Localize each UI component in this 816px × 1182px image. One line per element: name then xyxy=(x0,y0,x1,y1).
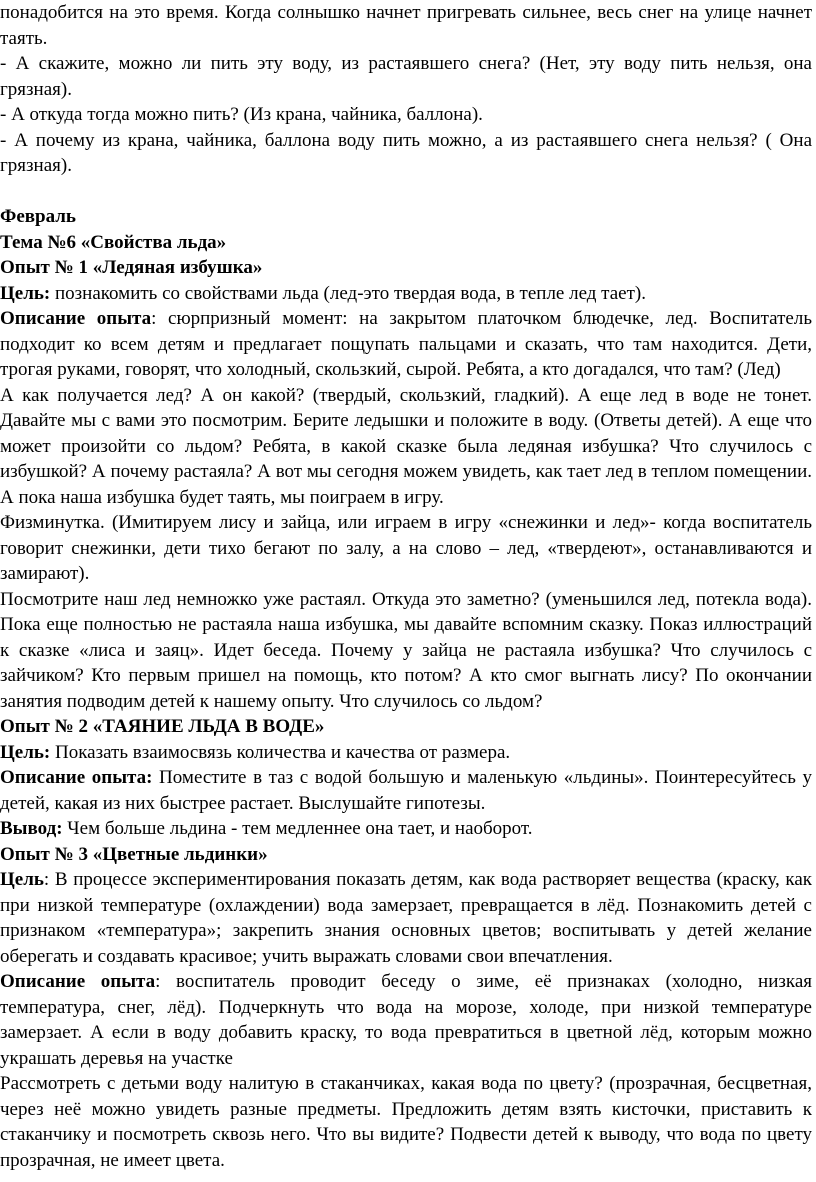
goal-label: Цель: xyxy=(0,282,51,304)
intro-paragraph-2: - А скажите, можно ли пить эту воду, из растаявшего снега? (Нет, эту воду пить нельзя, она грязная). xyxy=(0,53,812,100)
experiment-3-title: Опыт № 3 «Цветные льдинки» xyxy=(0,843,268,865)
goal-text: Показать взаимосвязь количества и качества от размера. xyxy=(50,741,511,763)
description-label: Описание опыта: xyxy=(0,767,153,788)
goal-label: Цель xyxy=(0,869,44,890)
description-label: Описание опыта xyxy=(0,308,152,329)
experiment-2-description xyxy=(0,765,812,816)
experiment-1-physical-break: Физминутка. (Имитируем лису и зайца, или играем в игру «снежинки и лед»- когда воспитатель говорит снежинки, дети тихо бегают по залу, а на слово – лед, «твердеют», останавливаются и замирают). xyxy=(0,512,812,584)
experiment-1-description xyxy=(0,306,812,383)
description-label: Описание опыта xyxy=(0,971,156,992)
experiment-2-title: Опыт № 2 «ТАЯНИЕ ЛЬДА В ВОДЕ» xyxy=(0,716,325,737)
conclusion-text: Чем больше льдина - тем медленнее она тает, и наоборот. xyxy=(62,818,533,839)
intro-paragraph-1: понадобится на это время. Когда солнышко начнет пригревать сильнее, весь снег на улице начнет таять. xyxy=(0,2,812,49)
month-heading: Февраль xyxy=(0,206,76,227)
goal-text: : В процессе экспериментирования показать детям, как вода растворяет вещества (краску, как при низкой температуре (охлаждении) вода замерзает, превращается в лёд. Познакомить детей с признаком «температура»; закрепить знания основных цветов; воспитывать у детей желание оберегать и создавать красивое; учить выражать словами свои впечатления. xyxy=(0,869,812,967)
topic-heading: Тема №6 «Свойства льда» xyxy=(0,231,227,253)
description-text: Поместите в таз с водой большую и маленькую «льдины». Поинтересуйтесь у детей, какая из них быстрее растает. Выслушайте гипотезы. xyxy=(0,767,812,814)
goal-label: Цель: xyxy=(0,741,51,763)
intro-paragraph-4: - А почему из крана, чайника, баллона воду пить можно, а из растаявшего снега нельзя? ( Она грязная). xyxy=(0,129,812,176)
experiment-2-conclusion xyxy=(0,816,812,842)
experiment-1-paragraph-2: А как получается лед? А он какой? (твердый, скользкий, гладкий). А еще лед в воде не тонет. Давайте мы с вами это посмотрим. Берите ледышки и положите в воду. (Ответы детей). А еще что может произойти со льдом? Ребята, в какой сказке была ледяная избушка? Что случилось с избушкой? А почему растаяла? А вот мы сегодня можем увидеть, как тает лед в теплом помещении. А пока наша избушка будет таять, мы поиграем в игру. xyxy=(0,384,812,508)
experiment-3-paragraph-2: Рассмотреть с детьми воду налитую в стаканчиках, какая вода по цвету? (прозрачная, бесцветная, через неё можно увидеть разные предметы. Предложить детям взять кисточки, приставить к стаканчику и посмотреть сквозь него. Что вы видите? Подвести детей к выводу, что вода по цвету прозрачная, не имеет цвета. xyxy=(0,1073,812,1171)
goal-text: познакомить со свойствами льда (лед-это твердая вода, в тепле лед тает). xyxy=(50,282,646,304)
conclusion-label: Вывод: xyxy=(0,818,63,839)
experiment-3-goal xyxy=(0,867,812,969)
description-text: : воспитатель проводит беседу о зиме, её признаках (холодно, низкая температура, снег, лёд). Подчеркнуть что вода на морозе, холоде, при низкой температуре замерзает. А если в воду добавить краску, то вода превратиться в цветной лёд, которым можно украшать деревья на участке xyxy=(0,971,812,1069)
experiment-1-goal xyxy=(0,281,812,307)
blank-line xyxy=(0,179,812,205)
intro-paragraph-3: - А откуда тогда можно пить? (Из крана, чайника, баллона). xyxy=(0,104,483,125)
experiment-2-goal xyxy=(0,740,812,766)
experiment-1-title: Опыт № 1 «Ледяная избушка» xyxy=(0,257,263,278)
experiment-3-description xyxy=(0,969,812,1071)
experiment-1-paragraph-4: Посмотрите наш лед немножко уже растаял. Откуда это заметно? (уменьшился лед, потекла вода). Пока еще полностью не растаяла наша избушка, мы давайте вспомним сказку. Показ иллюстраций к сказке «лиса и заяц». Идет беседа. Почему у зайца не растаяла избушка? Что случилось с зайчиком? Кто первым пришел на помощь, кто потом? А кто смог выгнать лису? По окончании занятия подводим детей к нашему опыту. Что случилось со льдом? xyxy=(0,588,812,712)
description-text: : сюрпризный момент: на закрытом платочком блюдечке, лед. Воспитатель подходит ко всем детям и предлагает пощупать пальцами и сказать, что там находится. Дети, трогая руками, говорят, что холодный, скользкий, сырой. Ребята, а кто догадался, что там? (Лед) xyxy=(0,308,812,380)
